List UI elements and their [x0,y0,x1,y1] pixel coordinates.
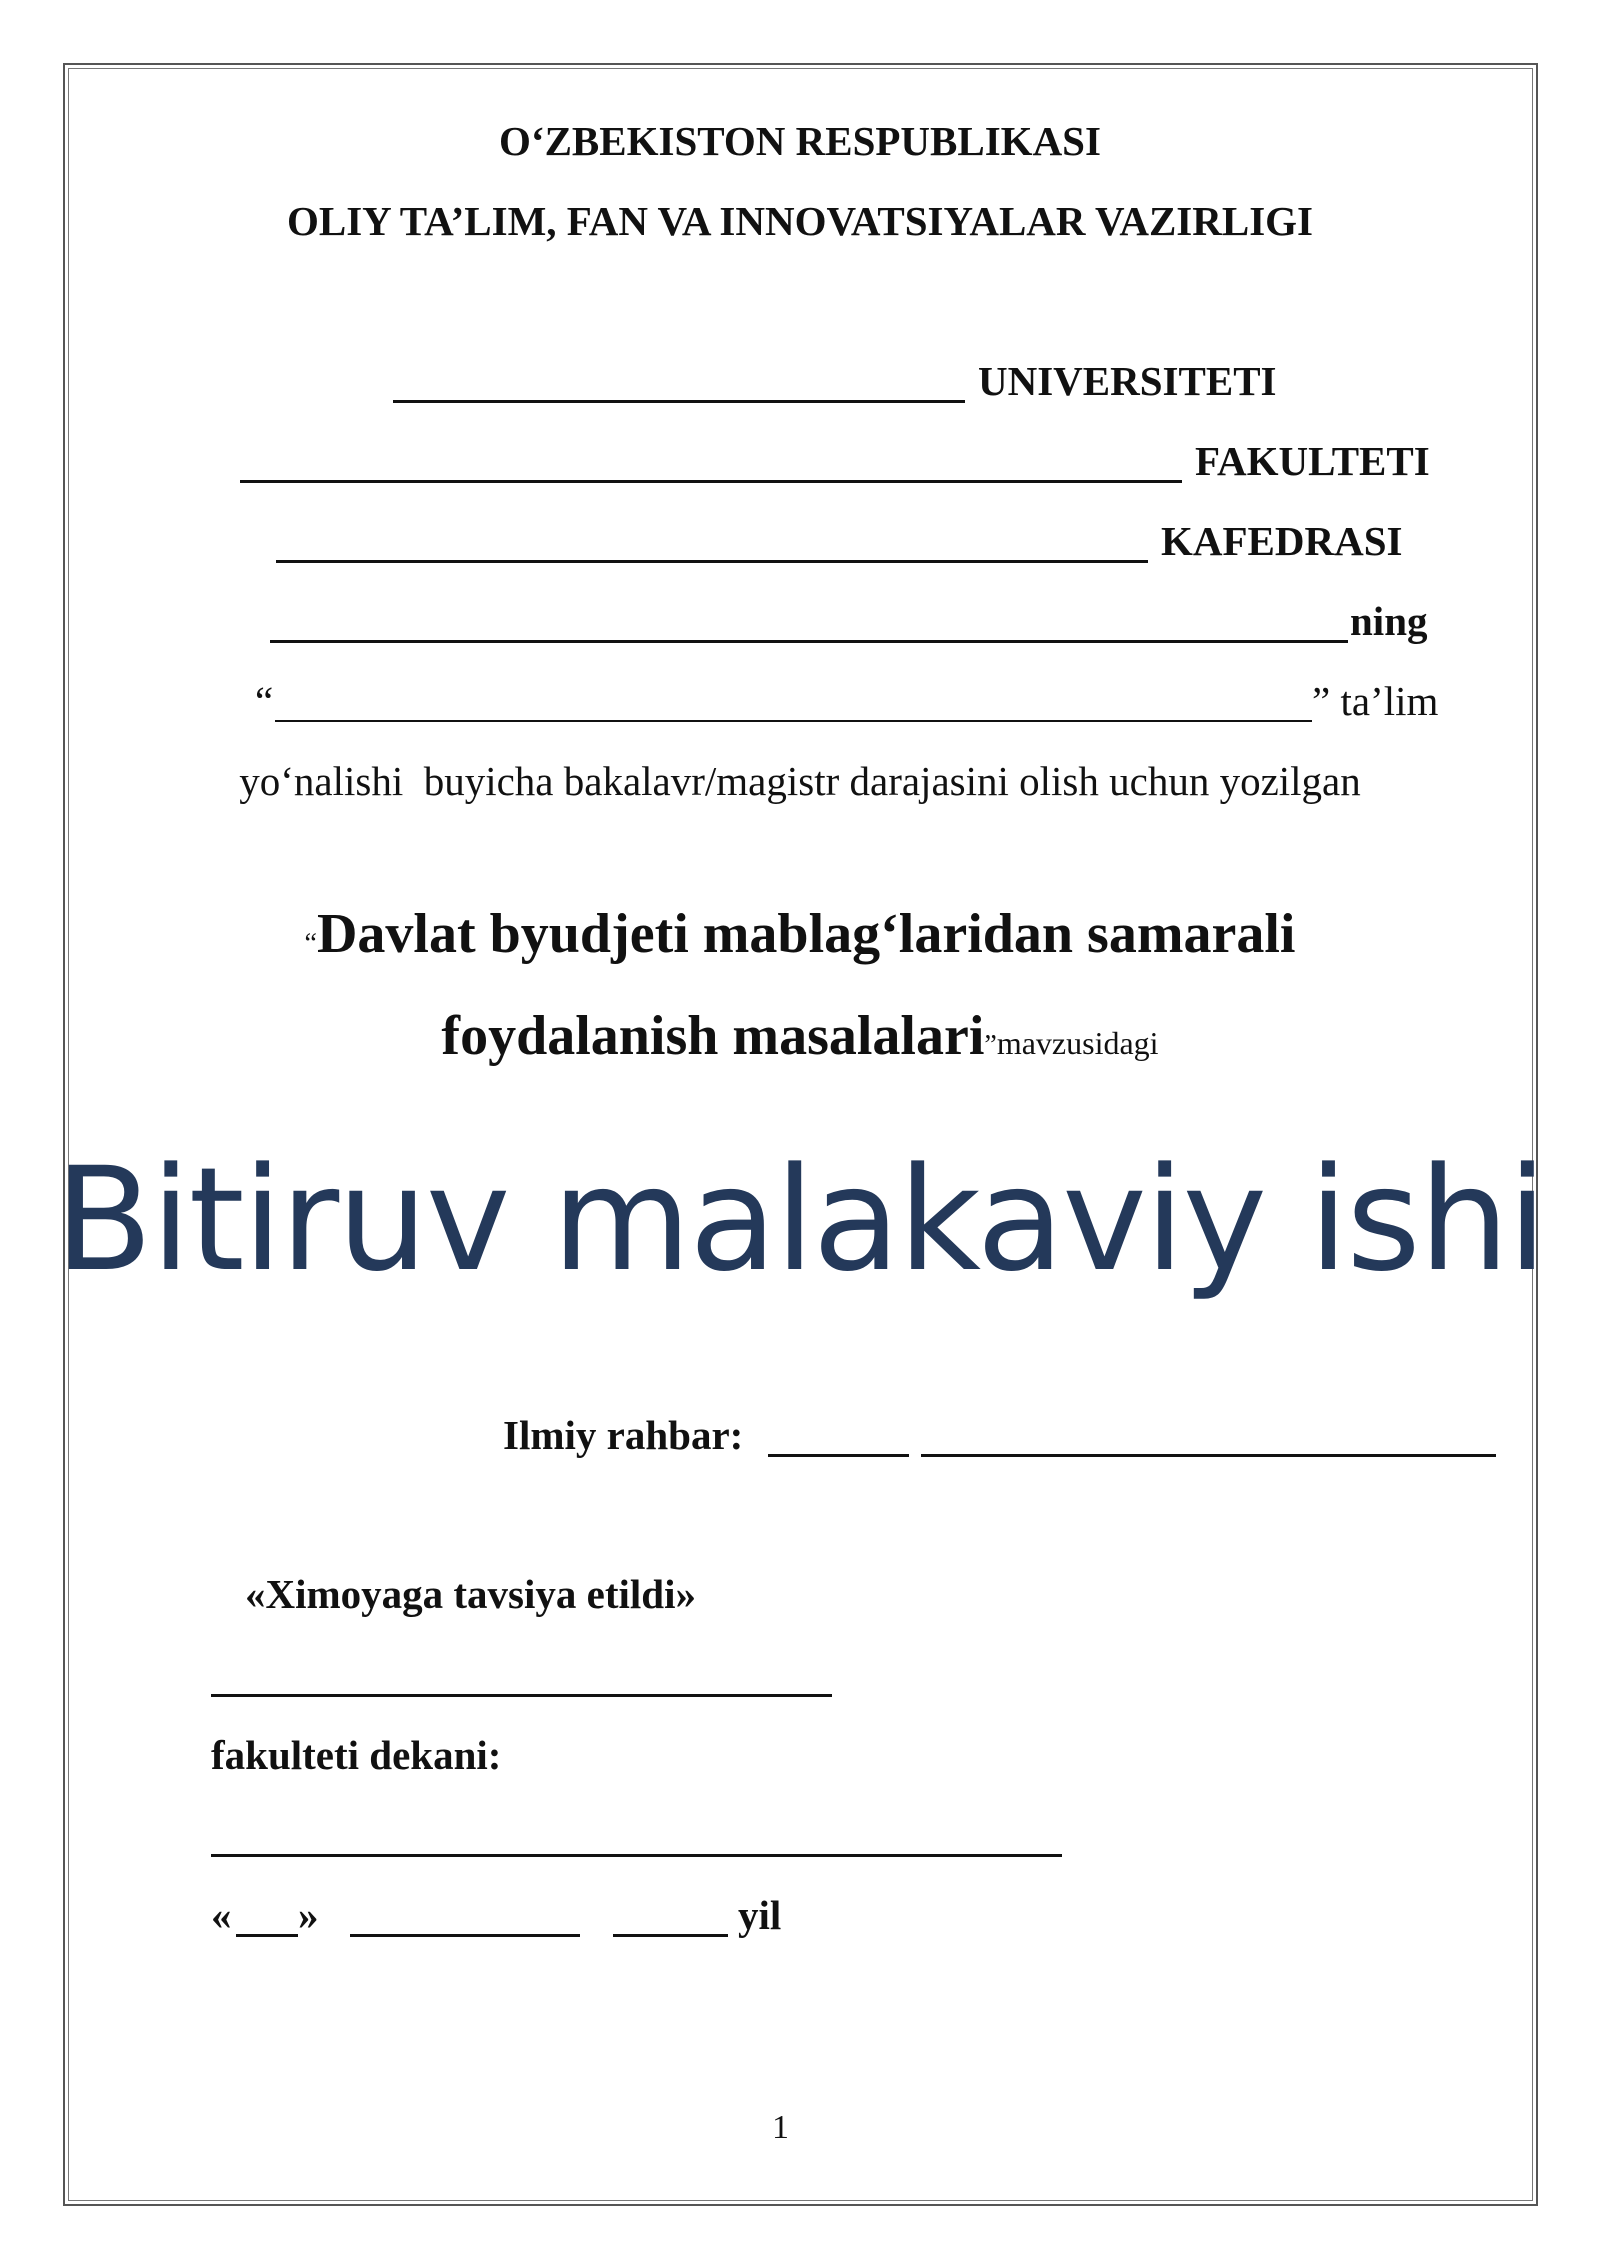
date-year-blank [613,1934,728,1937]
degree-purpose-line: yo‘nalishi buyicha bakalavr/magistr darajasini olish uchun yozilgan [239,758,1361,804]
year-label: yil [738,1892,782,1938]
topic-line-1 [0,903,1600,965]
topic-text-1: Davlat byudjeti mablag‘laridan samarali [316,903,1296,965]
department-blank [276,560,1148,563]
defense-recommended: «Ximoyaga tavsiya etildi» [245,1571,696,1617]
ministry-name-heading: OLIY TA’LIM, FAN VA INNOVATSIYALAR VAZIRLIGI [286,198,1314,244]
faculty-label: FAKULTETI [1195,438,1430,484]
university-label: UNIVERSITETI [978,358,1277,404]
faculty-blank [240,480,1182,483]
department-label: KAFEDRASI [1161,518,1403,564]
direction-open-quote: “ [255,678,274,724]
page-border-inner [68,68,1533,2201]
university-blank [393,400,965,403]
dean-label: fakulteti dekani: [211,1732,502,1778]
ministry-country-heading: O‘ZBEKISTON RESPUBLIKASI [499,118,1101,164]
date-open-quote: « [211,1892,232,1938]
supervisor-blank-long [921,1454,1496,1457]
thesis-title: Bitiruv malakaviy ishi [54,1136,1546,1303]
ning-suffix: ning [1350,598,1428,644]
topic-line-2 [0,1005,1600,1067]
name-blank [270,640,1348,643]
dean-name-blank [211,1694,832,1697]
page-number: 1 [772,2109,789,2146]
topic-close-quote: ” [984,1030,997,1061]
topic-text-2: foydalanish masalalari [441,1005,985,1067]
direction-blank [275,720,1312,722]
direction-talim-label: ” ta’lim [1312,678,1439,724]
date-close-quote: » [298,1892,319,1938]
supervisor-blank-short [768,1454,909,1457]
date-month-blank [350,1934,580,1937]
topic-suffix: mavzusidagi [996,1025,1159,1061]
supervisor-label: Ilmiy rahbar: [503,1412,744,1458]
dean-signature-blank [211,1854,1062,1857]
topic-open-quote: “ [304,928,317,959]
date-day-blank [236,1934,298,1937]
